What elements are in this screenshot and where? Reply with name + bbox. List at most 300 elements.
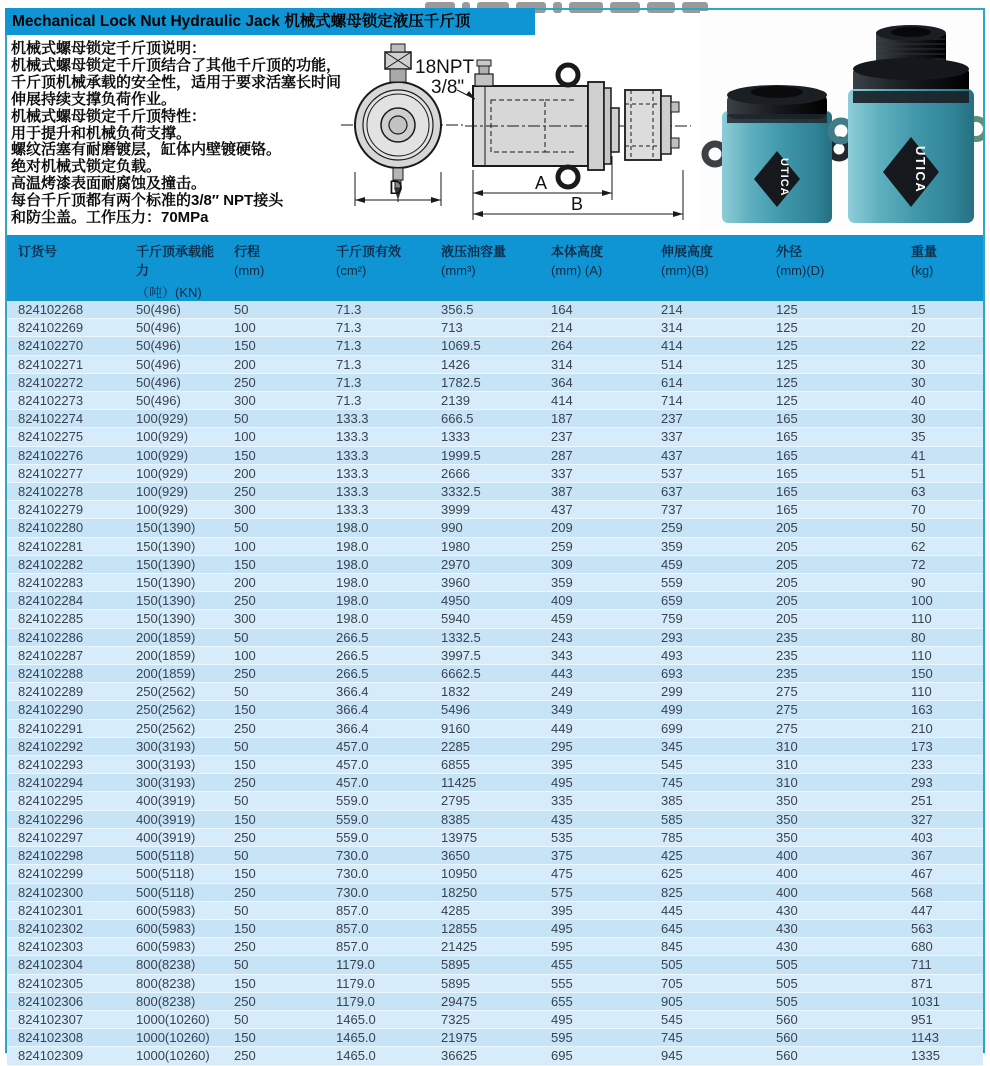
table-row [7,392,983,410]
table-cell: 165 [765,428,900,446]
table-cell: 287 [540,446,650,464]
table-cell: 133.3 [325,446,430,464]
table-cell: 857.0 [325,901,430,919]
table-cell: 250 [223,992,325,1010]
table-cell: 165 [765,410,900,428]
spec-table-header [7,235,983,301]
diagram-label-npt: 18NPT [415,57,475,78]
table-cell: 824102277 [7,464,125,482]
table-cell: 299 [650,683,765,701]
table-cell: 680 [900,938,983,956]
table-cell: 275 [765,719,900,737]
table-cell: 36625 [430,1047,540,1065]
table-cell: 800(8238) [125,956,223,974]
product-description [11,41,359,227]
table-cell: 310 [765,737,900,755]
table-cell: 824102275 [7,428,125,446]
table-cell: 30 [900,410,983,428]
table-row [7,555,983,573]
description-line: 高温烤漆表面耐腐蚀及撞击。 [11,175,207,193]
diagram-dim-a: A [535,173,548,193]
table-cell: 233 [900,756,983,774]
table-cell: 693 [650,665,765,683]
table-cell: 395 [540,901,650,919]
table-row [7,301,983,319]
col-header-oil-capacity: 液压油容量 (mm³) [430,235,540,301]
table-cell: 275 [765,701,900,719]
table-cell: 500(5118) [125,847,223,865]
table-cell: 6855 [430,756,540,774]
col-header-outer-diameter: 外径 (mm)(D) [765,235,900,301]
table-cell: 250 [223,719,325,737]
table-cell: 730.0 [325,847,430,865]
table-cell: 600(5983) [125,919,223,937]
table-cell: 459 [540,610,650,628]
table-cell: 10950 [430,865,540,883]
table-cell: 125 [765,337,900,355]
table-cell: 100 [223,537,325,555]
table-cell: 600(5983) [125,901,223,919]
table-cell: 200(1859) [125,628,223,646]
col-header-extended-height: 伸展高度 (mm)(B) [650,235,765,301]
table-cell: 205 [765,555,900,573]
table-cell: 150(1390) [125,610,223,628]
table-cell: 250 [223,774,325,792]
table-cell: 1179.0 [325,992,430,1010]
table-cell: 165 [765,446,900,464]
table-cell: 425 [650,847,765,865]
table-cell: 259 [540,537,650,555]
table-row [7,610,983,628]
table-cell: 125 [765,373,900,391]
table-cell: 100(929) [125,410,223,428]
table-cell: 2795 [430,792,540,810]
table-cell: 545 [650,756,765,774]
table-row [7,1010,983,1028]
table-row [7,774,983,792]
table-cell: 559.0 [325,792,430,810]
description-line: 螺纹活塞有耐磨镀层，缸体内壁镀硬铬。 [11,141,282,159]
table-cell: 1333 [430,428,540,446]
table-cell: 100(929) [125,464,223,482]
table-cell: 29475 [430,992,540,1010]
table-cell: 250(2562) [125,683,223,701]
table-cell: 350 [765,810,900,828]
table-cell: 1031 [900,992,983,1010]
table-row [7,373,983,391]
table-cell: 71.3 [325,373,430,391]
table-cell: 22 [900,337,983,355]
table-cell: 559 [650,574,765,592]
table-row [7,992,983,1010]
table-cell: 800(8238) [125,992,223,1010]
table-cell: 711 [900,956,983,974]
table-cell: 110 [900,610,983,628]
table-cell: 300(3193) [125,737,223,755]
table-cell: 430 [765,901,900,919]
table-cell: 824102272 [7,373,125,391]
table-cell: 857.0 [325,919,430,937]
table-cell: 545 [650,1010,765,1028]
table-cell: 824102284 [7,592,125,610]
table-cell: 250 [223,483,325,501]
table-cell: 214 [540,319,650,337]
table-row [7,483,983,501]
table-cell: 150 [223,756,325,774]
table-cell: 824102269 [7,319,125,337]
table-cell: 50(496) [125,319,223,337]
table-row [7,901,983,919]
table-cell: 824102295 [7,792,125,810]
col-header-capacity: 千斤顶承载能力 （吨）(KN) [125,235,223,301]
table-cell: 266.5 [325,665,430,683]
table-cell: 403 [900,828,983,846]
table-cell: 9160 [430,719,540,737]
table-cell: 100 [900,592,983,610]
diagram-dim-b: B [571,194,584,214]
table-cell: 50(496) [125,301,223,319]
table-row [7,574,983,592]
table-cell: 449 [540,719,650,737]
table-cell: 235 [765,628,900,646]
table-cell: 2285 [430,737,540,755]
table-row [7,446,983,464]
table-cell: 1980 [430,537,540,555]
table-cell: 824102288 [7,665,125,683]
table-cell: 824102299 [7,865,125,883]
table-cell: 568 [900,883,983,901]
table-cell: 41 [900,446,983,464]
table-cell: 237 [650,410,765,428]
table-cell: 50 [900,519,983,537]
description-line: 每台千斤顶都有两个标准的3/8″ NPT接头 [11,192,284,210]
table-row [7,719,983,737]
table-cell: 150 [223,701,325,719]
col-header-weight: 重量 (kg) [900,235,983,301]
table-cell: 293 [900,774,983,792]
table-cell: 514 [650,355,765,373]
table-cell: 400(3919) [125,792,223,810]
table-cell: 214 [650,301,765,319]
table-cell: 951 [900,1010,983,1028]
col-header-stroke: 行程 (mm) [223,235,325,301]
table-cell: 400 [765,847,900,865]
table-cell: 824102280 [7,519,125,537]
table-cell: 205 [765,610,900,628]
table-cell: 15 [900,301,983,319]
table-cell: 150 [900,665,983,683]
table-cell: 133.3 [325,464,430,482]
table-cell: 430 [765,919,900,937]
table-row [7,464,983,482]
table-cell: 505 [765,956,900,974]
table-cell: 945 [650,1047,765,1065]
table-cell: 310 [765,756,900,774]
table-cell: 200 [223,464,325,482]
table-cell: 30 [900,355,983,373]
table-cell: 50 [223,410,325,428]
table-cell: 150(1390) [125,519,223,537]
table-cell: 595 [540,1029,650,1047]
table-cell: 614 [650,373,765,391]
table-cell: 2139 [430,392,540,410]
table-cell: 350 [765,828,900,846]
table-cell: 1179.0 [325,956,430,974]
table-row [7,683,983,701]
table-cell: 150 [223,337,325,355]
table-cell: 1332.5 [430,628,540,646]
table-cell: 759 [650,610,765,628]
table-cell: 505 [765,992,900,1010]
table-row [7,665,983,683]
table-row [7,337,983,355]
table-cell: 198.0 [325,592,430,610]
table-cell: 71.3 [325,392,430,410]
table-cell: 327 [900,810,983,828]
table-cell: 495 [540,1010,650,1028]
table-cell: 645 [650,919,765,937]
table-cell: 505 [765,974,900,992]
table-cell: 18250 [430,883,540,901]
table-cell: 560 [765,1047,900,1065]
table-cell: 499 [650,701,765,719]
table-cell: 198.0 [325,555,430,573]
table-cell: 100(929) [125,428,223,446]
table-cell: 1465.0 [325,1029,430,1047]
table-cell: 447 [900,901,983,919]
table-cell: 71.3 [325,319,430,337]
table-cell: 275 [765,683,900,701]
table-row [7,956,983,974]
table-cell: 1465.0 [325,1010,430,1028]
table-cell: 400(3919) [125,828,223,846]
table-cell: 655 [540,992,650,1010]
table-cell: 824102296 [7,810,125,828]
table-cell: 475 [540,865,650,883]
table-cell: 249 [540,683,650,701]
table-cell: 314 [540,355,650,373]
table-cell: 560 [765,1029,900,1047]
table-cell: 40 [900,392,983,410]
table-cell: 50 [223,901,325,919]
table-cell: 1335 [900,1047,983,1065]
table-cell: 165 [765,464,900,482]
table-cell: 824102292 [7,737,125,755]
table-cell: 100 [223,319,325,337]
table-cell: 2970 [430,555,540,573]
table-row [7,701,983,719]
table-cell: 359 [540,574,650,592]
table-cell: 110 [900,683,983,701]
table-cell: 209 [540,519,650,537]
table-cell: 250 [223,373,325,391]
table-cell: 3999 [430,501,540,519]
table-cell: 600(5983) [125,938,223,956]
table-cell: 824102304 [7,956,125,974]
table-cell: 824102291 [7,719,125,737]
table-cell: 35 [900,428,983,446]
table-cell: 20 [900,319,983,337]
table-cell: 210 [900,719,983,737]
table-cell: 250 [223,665,325,683]
table-cell: 560 [765,1010,900,1028]
table-cell: 457.0 [325,737,430,755]
table-cell: 824102297 [7,828,125,846]
table-cell: 198.0 [325,519,430,537]
table-cell: 824102282 [7,555,125,573]
table-cell: 163 [900,701,983,719]
table-cell: 437 [650,446,765,464]
table-cell: 824102279 [7,501,125,519]
table-cell: 205 [765,592,900,610]
table-cell: 459 [650,555,765,573]
table-cell: 133.3 [325,501,430,519]
table-cell: 990 [430,519,540,537]
table-cell: 345 [650,737,765,755]
col-header-order-no: 订货号 [7,235,125,301]
table-cell: 713 [430,319,540,337]
table-cell: 824102305 [7,974,125,992]
table-cell: 824102273 [7,392,125,410]
table-cell: 293 [650,628,765,646]
table-cell: 367 [900,847,983,865]
table-cell: 1000(10260) [125,1010,223,1028]
table-row [7,828,983,846]
table-row [7,919,983,937]
table-cell: 300(3193) [125,774,223,792]
table-cell: 21425 [430,938,540,956]
table-cell: 824102309 [7,1047,125,1065]
table-row [7,883,983,901]
table-cell: 71.3 [325,337,430,355]
table-cell: 563 [900,919,983,937]
table-cell: 824102268 [7,301,125,319]
table-cell: 366.4 [325,719,430,737]
table-cell: 824102294 [7,774,125,792]
table-cell: 164 [540,301,650,319]
table-cell: 364 [540,373,650,391]
table-cell: 400 [765,883,900,901]
table-cell: 100(929) [125,446,223,464]
table-cell: 824102271 [7,355,125,373]
table-row [7,592,983,610]
table-cell: 457.0 [325,756,430,774]
table-cell: 12855 [430,919,540,937]
table-cell: 730.0 [325,883,430,901]
table-cell: 250 [223,828,325,846]
table-cell: 1832 [430,683,540,701]
table-cell: 235 [765,665,900,683]
table-cell: 5496 [430,701,540,719]
table-row [7,737,983,755]
table-cell: 337 [540,464,650,482]
table-cell: 430 [765,938,900,956]
table-cell: 3997.5 [430,646,540,664]
table-cell: 495 [540,774,650,792]
table-cell: 205 [765,574,900,592]
table-cell: 435 [540,810,650,828]
table-cell: 200 [223,574,325,592]
table-cell: 824102302 [7,919,125,937]
table-cell: 824102270 [7,337,125,355]
table-cell: 699 [650,719,765,737]
table-cell: 71.3 [325,301,430,319]
table-cell: 400 [765,865,900,883]
table-cell: 824102290 [7,701,125,719]
table-row [7,938,983,956]
table-cell: 235 [765,646,900,664]
technical-drawing [335,42,715,234]
table-cell: 50 [223,956,325,974]
table-cell: 50 [223,1010,325,1028]
table-cell: 800(8238) [125,974,223,992]
table-cell: 349 [540,701,650,719]
table-cell: 824102293 [7,756,125,774]
table-cell: 30 [900,373,983,391]
table-row [7,847,983,865]
col-header-body-height: 本体高度 (mm) (A) [540,235,650,301]
table-cell: 366.4 [325,701,430,719]
table-cell: 409 [540,592,650,610]
table-cell: 50(496) [125,355,223,373]
description-line: 用于提升和机械负荷支撑。 [11,124,192,142]
table-cell: 300 [223,501,325,519]
table-cell: 198.0 [325,574,430,592]
table-cell: 414 [540,392,650,410]
table-cell: 310 [765,774,900,792]
table-cell: 3650 [430,847,540,865]
table-cell: 359 [650,537,765,555]
description-line: 千斤顶机械承载的安全性，适用于要求活塞长时间 [11,73,342,91]
table-cell: 50(496) [125,373,223,391]
table-cell: 455 [540,956,650,974]
table-cell: 343 [540,646,650,664]
table-cell: 150(1390) [125,592,223,610]
table-cell: 555 [540,974,650,992]
table-row [7,974,983,992]
table-cell: 4950 [430,592,540,610]
table-cell: 314 [650,319,765,337]
table-cell: 824102286 [7,628,125,646]
table-cell: 824102289 [7,683,125,701]
description-line: 机械式螺母锁定千斤顶特性： [11,107,207,125]
page-title: Mechanical Lock Nut Hydraulic Jack 机械式螺母锁定液压千斤顶 [5,8,535,35]
table-row [7,355,983,373]
table-cell: 585 [650,810,765,828]
table-cell: 50(496) [125,392,223,410]
table-cell: 2666 [430,464,540,482]
table-cell: 500(5118) [125,865,223,883]
table-cell: 259 [650,519,765,537]
table-cell: 737 [650,501,765,519]
table-cell: 150(1390) [125,537,223,555]
table-cell: 1179.0 [325,974,430,992]
table-cell: 250 [223,1047,325,1065]
table-cell: 300 [223,392,325,410]
table-cell: 237 [540,428,650,446]
table-cell: 575 [540,883,650,901]
table-cell: 72 [900,555,983,573]
table-row [7,428,983,446]
table-cell: 125 [765,301,900,319]
table-cell: 824102283 [7,574,125,592]
table-cell: 666.5 [430,410,540,428]
table-cell: 50 [223,792,325,810]
table-cell: 150 [223,1029,325,1047]
table-row [7,646,983,664]
table-cell: 3960 [430,574,540,592]
table-cell: 824102300 [7,883,125,901]
